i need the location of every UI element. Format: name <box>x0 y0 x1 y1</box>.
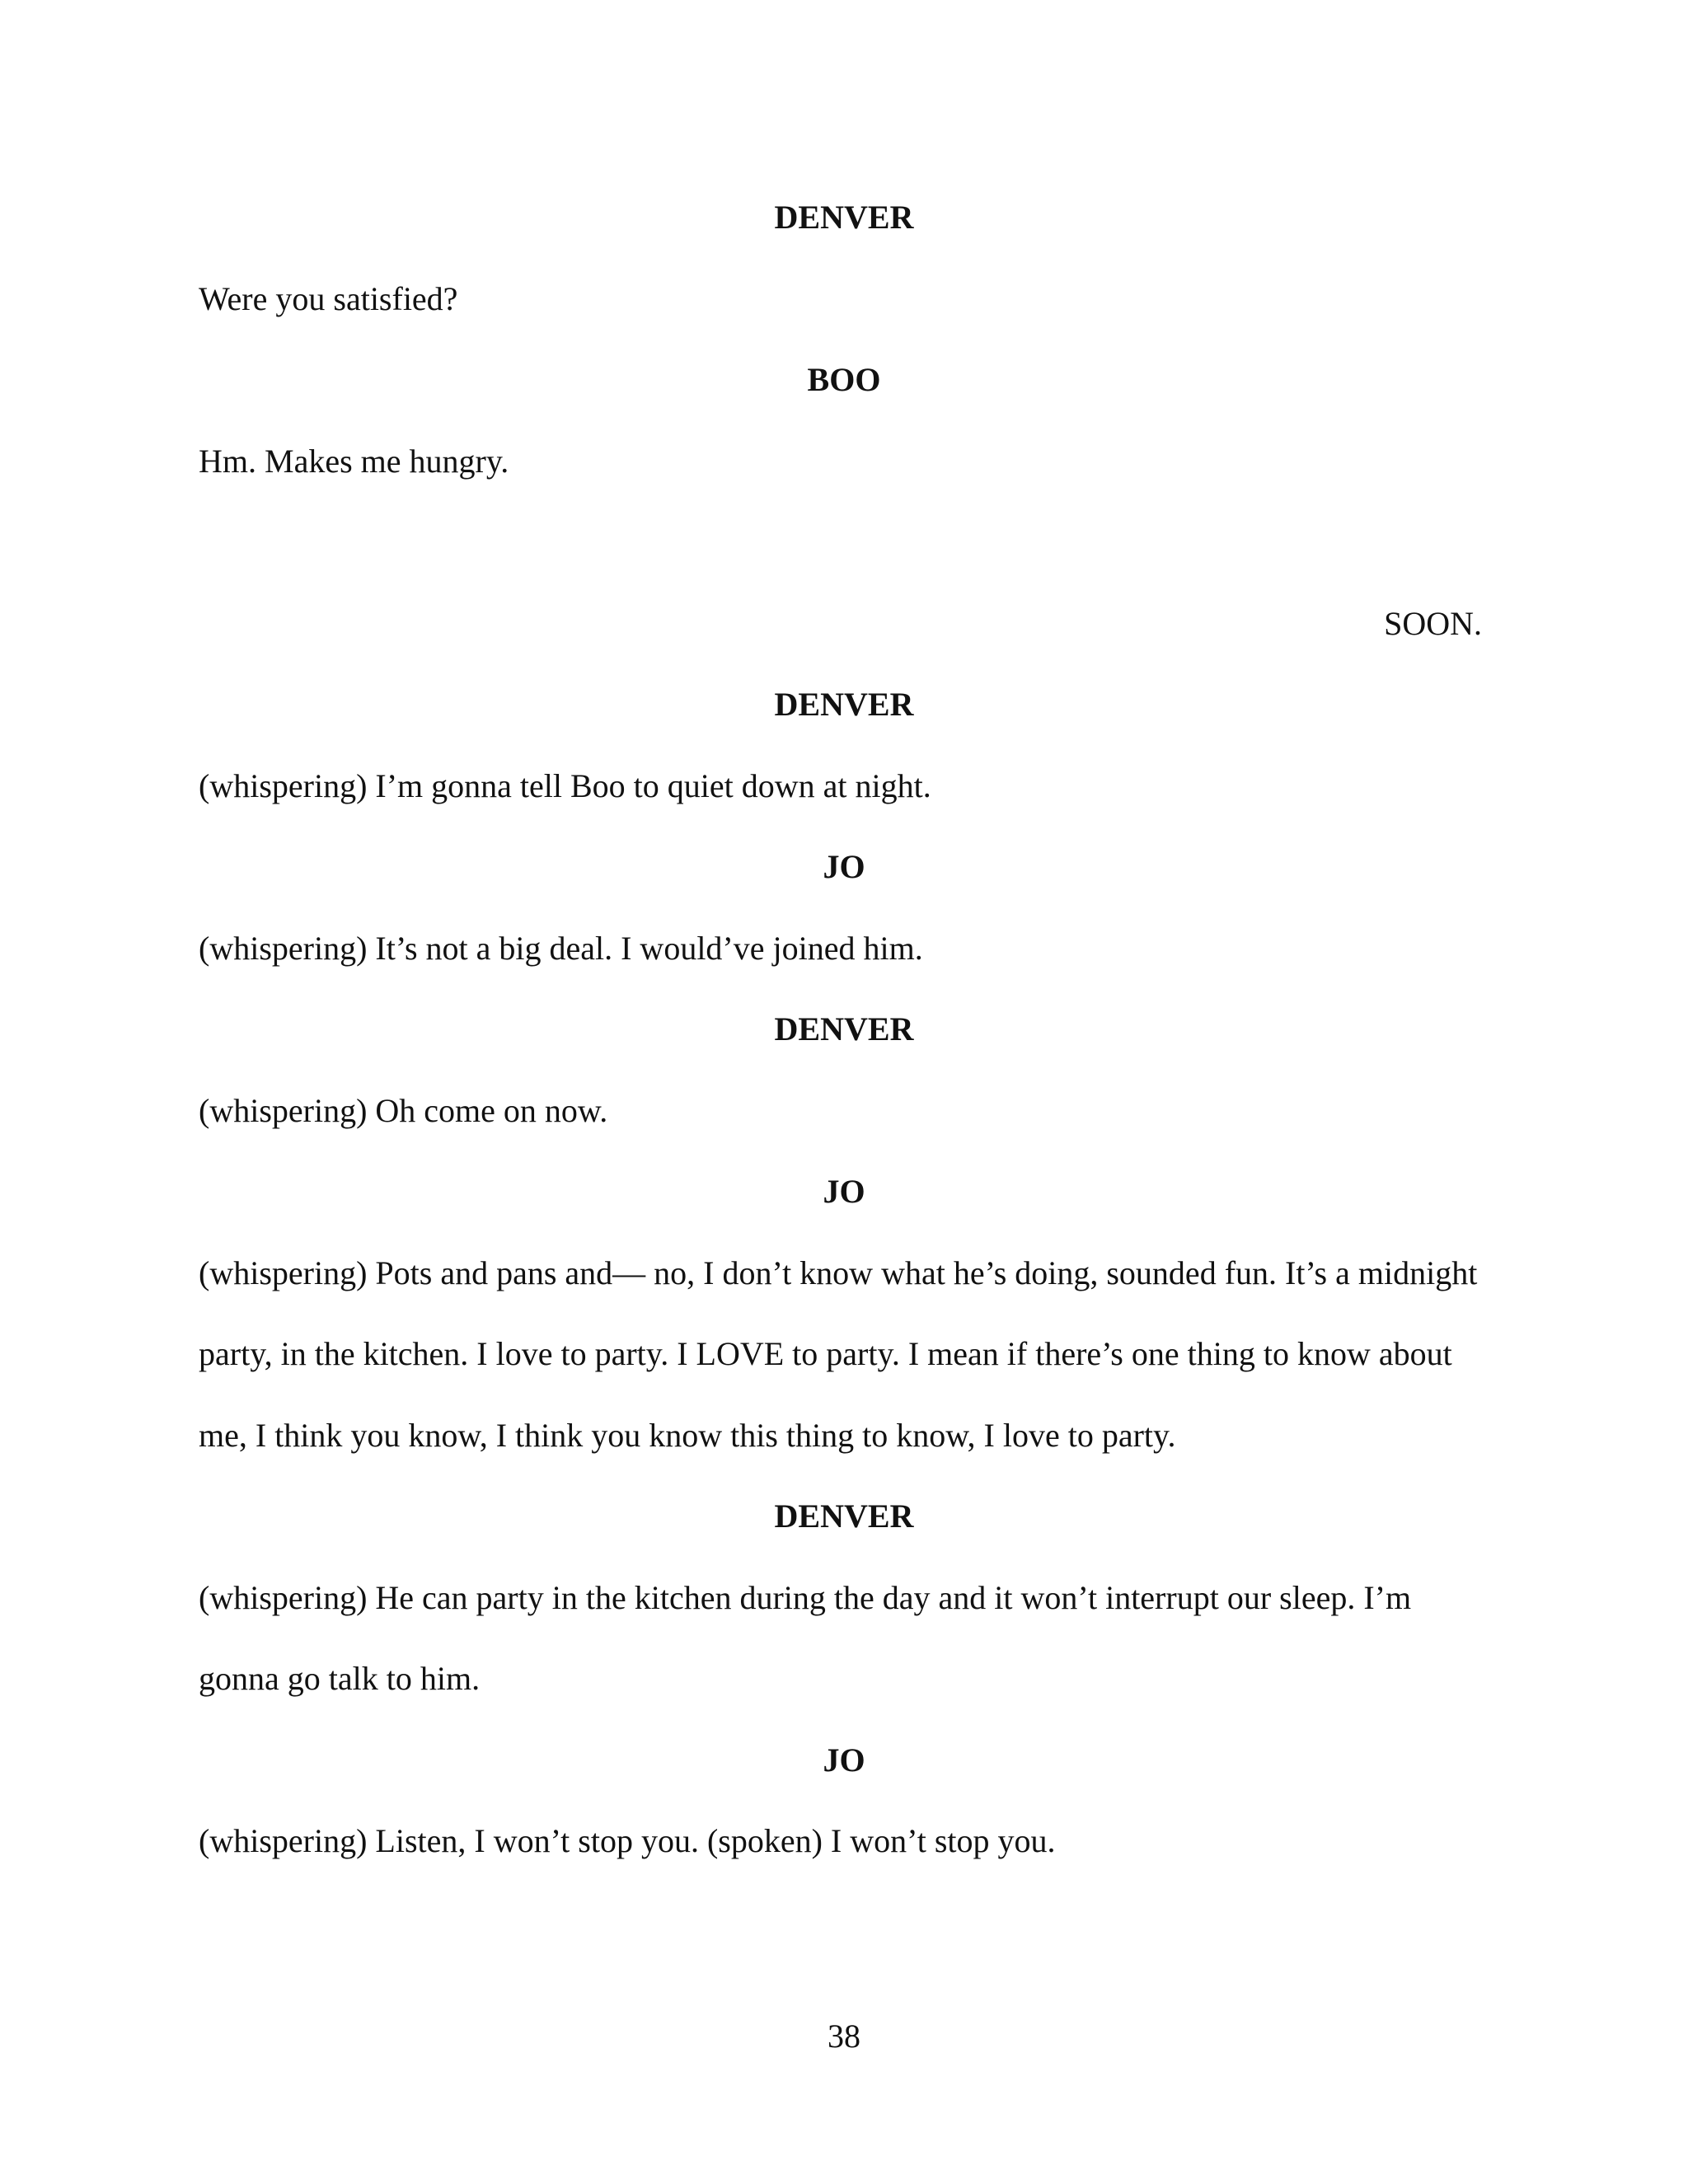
character-name: JO <box>823 848 865 885</box>
dialogue-line: gonna go talk to him. <box>199 1660 481 1697</box>
dialogue-line: Were you satisfied? <box>199 280 458 317</box>
character-name: DENVER <box>774 686 914 723</box>
character-name: DENVER <box>774 1010 914 1047</box>
dialogue-line: (whispering) It’s not a big deal. I would’ve joined him. <box>199 930 923 967</box>
character-name: DENVER <box>774 1497 914 1535</box>
dialogue-line: Hm. Makes me hungry. <box>199 443 509 480</box>
dialogue-line: (whispering) Oh come on now. <box>199 1092 608 1129</box>
dialogue-line: (whispering) Listen, I won’t stop you. (spoken) I won’t stop you. <box>199 1822 1056 1859</box>
page-number: 38 <box>828 2018 860 2055</box>
dialogue-line: (whispering) I’m gonna tell Boo to quiet down at night. <box>199 767 931 804</box>
character-name: DENVER <box>774 199 914 236</box>
dialogue-line: party, in the kitchen. I love to party. I LOVE to party. I mean if there’s one thing to know about <box>199 1335 1452 1372</box>
character-name: BOO <box>807 361 881 398</box>
character-name: JO <box>823 1173 865 1210</box>
dialogue-line: (whispering) Pots and pans and— no, I don’t know what he’s doing, sounded fun. It’s a midnight <box>199 1254 1478 1291</box>
right-aligned-text: SOON. <box>1384 605 1482 642</box>
dialogue-line: me, I think you know, I think you know this thing to know, I love to party. <box>199 1417 1176 1454</box>
dialogue-line: (whispering) He can party in the kitchen during the day and it won’t interrupt our sleep. I’m <box>199 1579 1412 1616</box>
character-name: JO <box>823 1741 865 1779</box>
